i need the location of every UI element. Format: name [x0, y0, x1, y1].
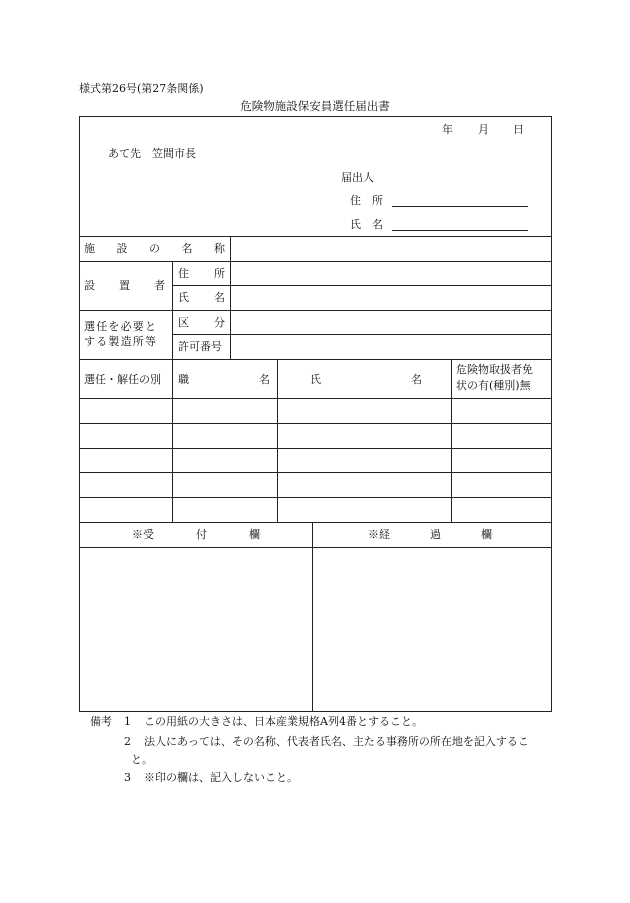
note-3-number: 3	[124, 771, 131, 784]
row-rule	[79, 497, 552, 498]
row-rule	[79, 423, 552, 424]
col-rule	[172, 261, 173, 359]
note-2-number: 2	[124, 735, 131, 748]
note-1-text: この用紙の大きさは、日本産業規格A列4番とすること。	[144, 715, 423, 728]
person-name-header: 氏 名	[310, 373, 422, 386]
row-rule	[172, 334, 552, 335]
date-month-label: 月	[478, 123, 489, 136]
facility-name-label: 施 設 の 名 称	[84, 242, 225, 255]
notifier-heading: 届出人	[341, 171, 374, 184]
license-header-line2: 状の有(種別)無	[456, 379, 531, 392]
note-2-text-cont: と。	[131, 753, 153, 766]
notifier-name-line	[392, 230, 528, 231]
row-rule	[79, 472, 552, 473]
row-rule	[79, 547, 552, 548]
license-header-line1: 危険物取扱者免	[456, 363, 533, 376]
row-rule	[79, 359, 552, 360]
form-number: 様式第26号(第27条関係)	[79, 82, 204, 95]
date-year-label: 年	[442, 123, 453, 136]
col-rule	[312, 522, 313, 712]
position-header: 職 名	[178, 373, 270, 386]
col-rule	[277, 359, 278, 522]
col-rule	[451, 359, 452, 522]
site-label-line1: 選任を必要と	[84, 320, 158, 333]
row-rule	[79, 261, 552, 262]
col-rule	[230, 261, 231, 359]
installer-label: 設 置 者	[84, 279, 165, 292]
note-2-text: 法人にあっては、その名称、代表者氏名、主たる事務所の所在地を記入するこ	[144, 735, 529, 748]
installer-address-label: 住 所	[178, 267, 225, 280]
notes-label: 備考	[90, 715, 112, 728]
date-day-label: 日	[513, 123, 524, 136]
col-rule	[230, 236, 231, 261]
installer-name-label: 氏 名	[178, 291, 225, 304]
reception-header: ※受 付 欄	[132, 528, 260, 541]
document-title: 危険物施設保安員選任届出書	[240, 99, 390, 113]
addressee: あて先 笠間市長	[108, 147, 196, 160]
row-rule	[79, 236, 552, 237]
row-rule	[79, 448, 552, 449]
row-rule	[79, 398, 552, 399]
note-3-text: ※印の欄は、記入しないこと。	[144, 771, 298, 784]
appointment-type-header: 選任・解任の別	[84, 373, 161, 386]
progress-header: ※経 過 欄	[368, 528, 492, 541]
notifier-address-line	[392, 206, 528, 207]
permit-number-label: 許可番号	[178, 340, 222, 353]
row-rule	[172, 285, 552, 286]
col-rule	[172, 359, 173, 522]
note-1-number: 1	[124, 715, 131, 728]
category-label: 区 分	[178, 316, 225, 329]
row-rule	[79, 310, 552, 311]
notifier-address-label: 住 所	[350, 194, 383, 207]
notifier-name-label: 氏 名	[350, 218, 383, 231]
row-rule	[79, 522, 552, 523]
site-label-line2: する製造所等	[84, 335, 158, 348]
